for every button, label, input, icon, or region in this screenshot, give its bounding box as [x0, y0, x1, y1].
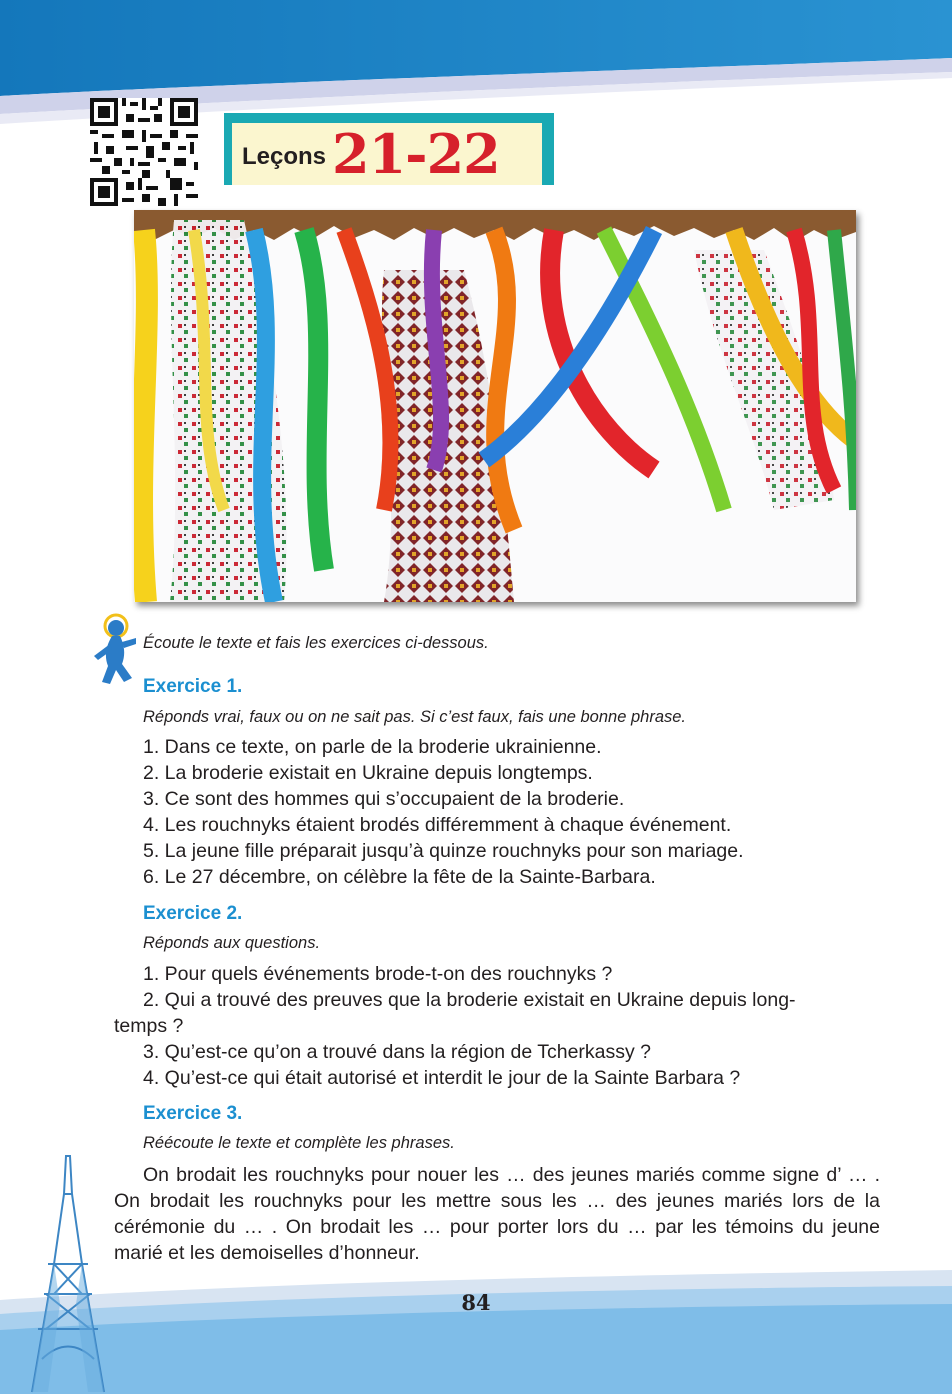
exercise-1-item: 1. Dans ce texte, on parle de la broderie ukrainienne. — [143, 736, 602, 758]
exercise-1-item: 2. La broderie existait en Ukraine depuis longtemps. — [143, 762, 593, 784]
exercise-3-paragraph: On brodait les rouchnyks pour nouer les … des jeunes mariés comme signe d’ … . On brodait les rouchnyks pour les mettre sous les … des jeunes mariés lors de la cérémonie du … . On brodait les … pour porter lors du … par les témoins du jeune marié et les demoiselles d’honneur. — [114, 1164, 880, 1264]
exercise-3-title: Exercice 3. — [143, 1103, 243, 1124]
exercise-2-question: 2. Qui a trouvé des preuves que la broderie existait en Ukraine depuis long- — [143, 989, 796, 1011]
lesson-title-box — [224, 113, 554, 185]
lesson-number: 21-22 — [332, 122, 500, 186]
exercise-2-question: 4. Qu’est-ce qui était autorisé et interdit le jour de la Sainte Barbara ? — [143, 1067, 741, 1089]
page-number: 84 — [461, 1290, 491, 1315]
lesson-title-word: Leçons — [242, 143, 327, 170]
listening-instruction: Écoute le texte et fais les exercices ci-dessous. — [143, 634, 489, 652]
exercise-3-instruction: Réécoute le texte et complète les phrases. — [143, 1134, 455, 1152]
exercise-1-title: Exercice 1. — [143, 676, 243, 697]
exercise-1-item: 5. La jeune fille préparait jusqu’à quinze rouchnyks pour son mariage. — [143, 840, 744, 862]
exercise-2-title: Exercice 2. — [143, 903, 243, 924]
exercise-2-question: 3. Qu’est-ce qu’on a trouvé dans la région de Tcherkassy ? — [143, 1041, 652, 1063]
exercise-2-question: 1. Pour quels événements brode-t-on des rouchnyks ? — [143, 963, 613, 985]
exercise-1-item: 6. Le 27 décembre, on célèbre la fête de la Sainte-Barbara. — [143, 866, 656, 888]
exercise-1-instruction: Réponds vrai, faux ou on ne sait pas. Si c’est faux, fais une bonne phrase. — [143, 708, 687, 726]
eiffel-tower-icon — [8, 1154, 128, 1394]
exercise-1-item: 4. Les rouchnyks étaient brodés différemment à chaque événement. — [143, 814, 732, 836]
embroidery-photo — [134, 210, 856, 602]
lesson-title-inner — [232, 123, 542, 185]
rushnyk-ribbons-illustration — [134, 210, 856, 602]
bottom-decoration — [0, 1260, 952, 1394]
exercise-2-instruction: Réponds aux questions. — [143, 934, 321, 952]
exercise-2-question-continued: temps ? — [114, 1015, 184, 1037]
exercise-1-item: 3. Ce sont des hommes qui s’occupaient de la broderie. — [143, 788, 625, 810]
exercise-3-text — [114, 1162, 880, 1266]
qr-code-icon[interactable] — [90, 98, 198, 206]
listen-figure-icon — [76, 612, 140, 692]
